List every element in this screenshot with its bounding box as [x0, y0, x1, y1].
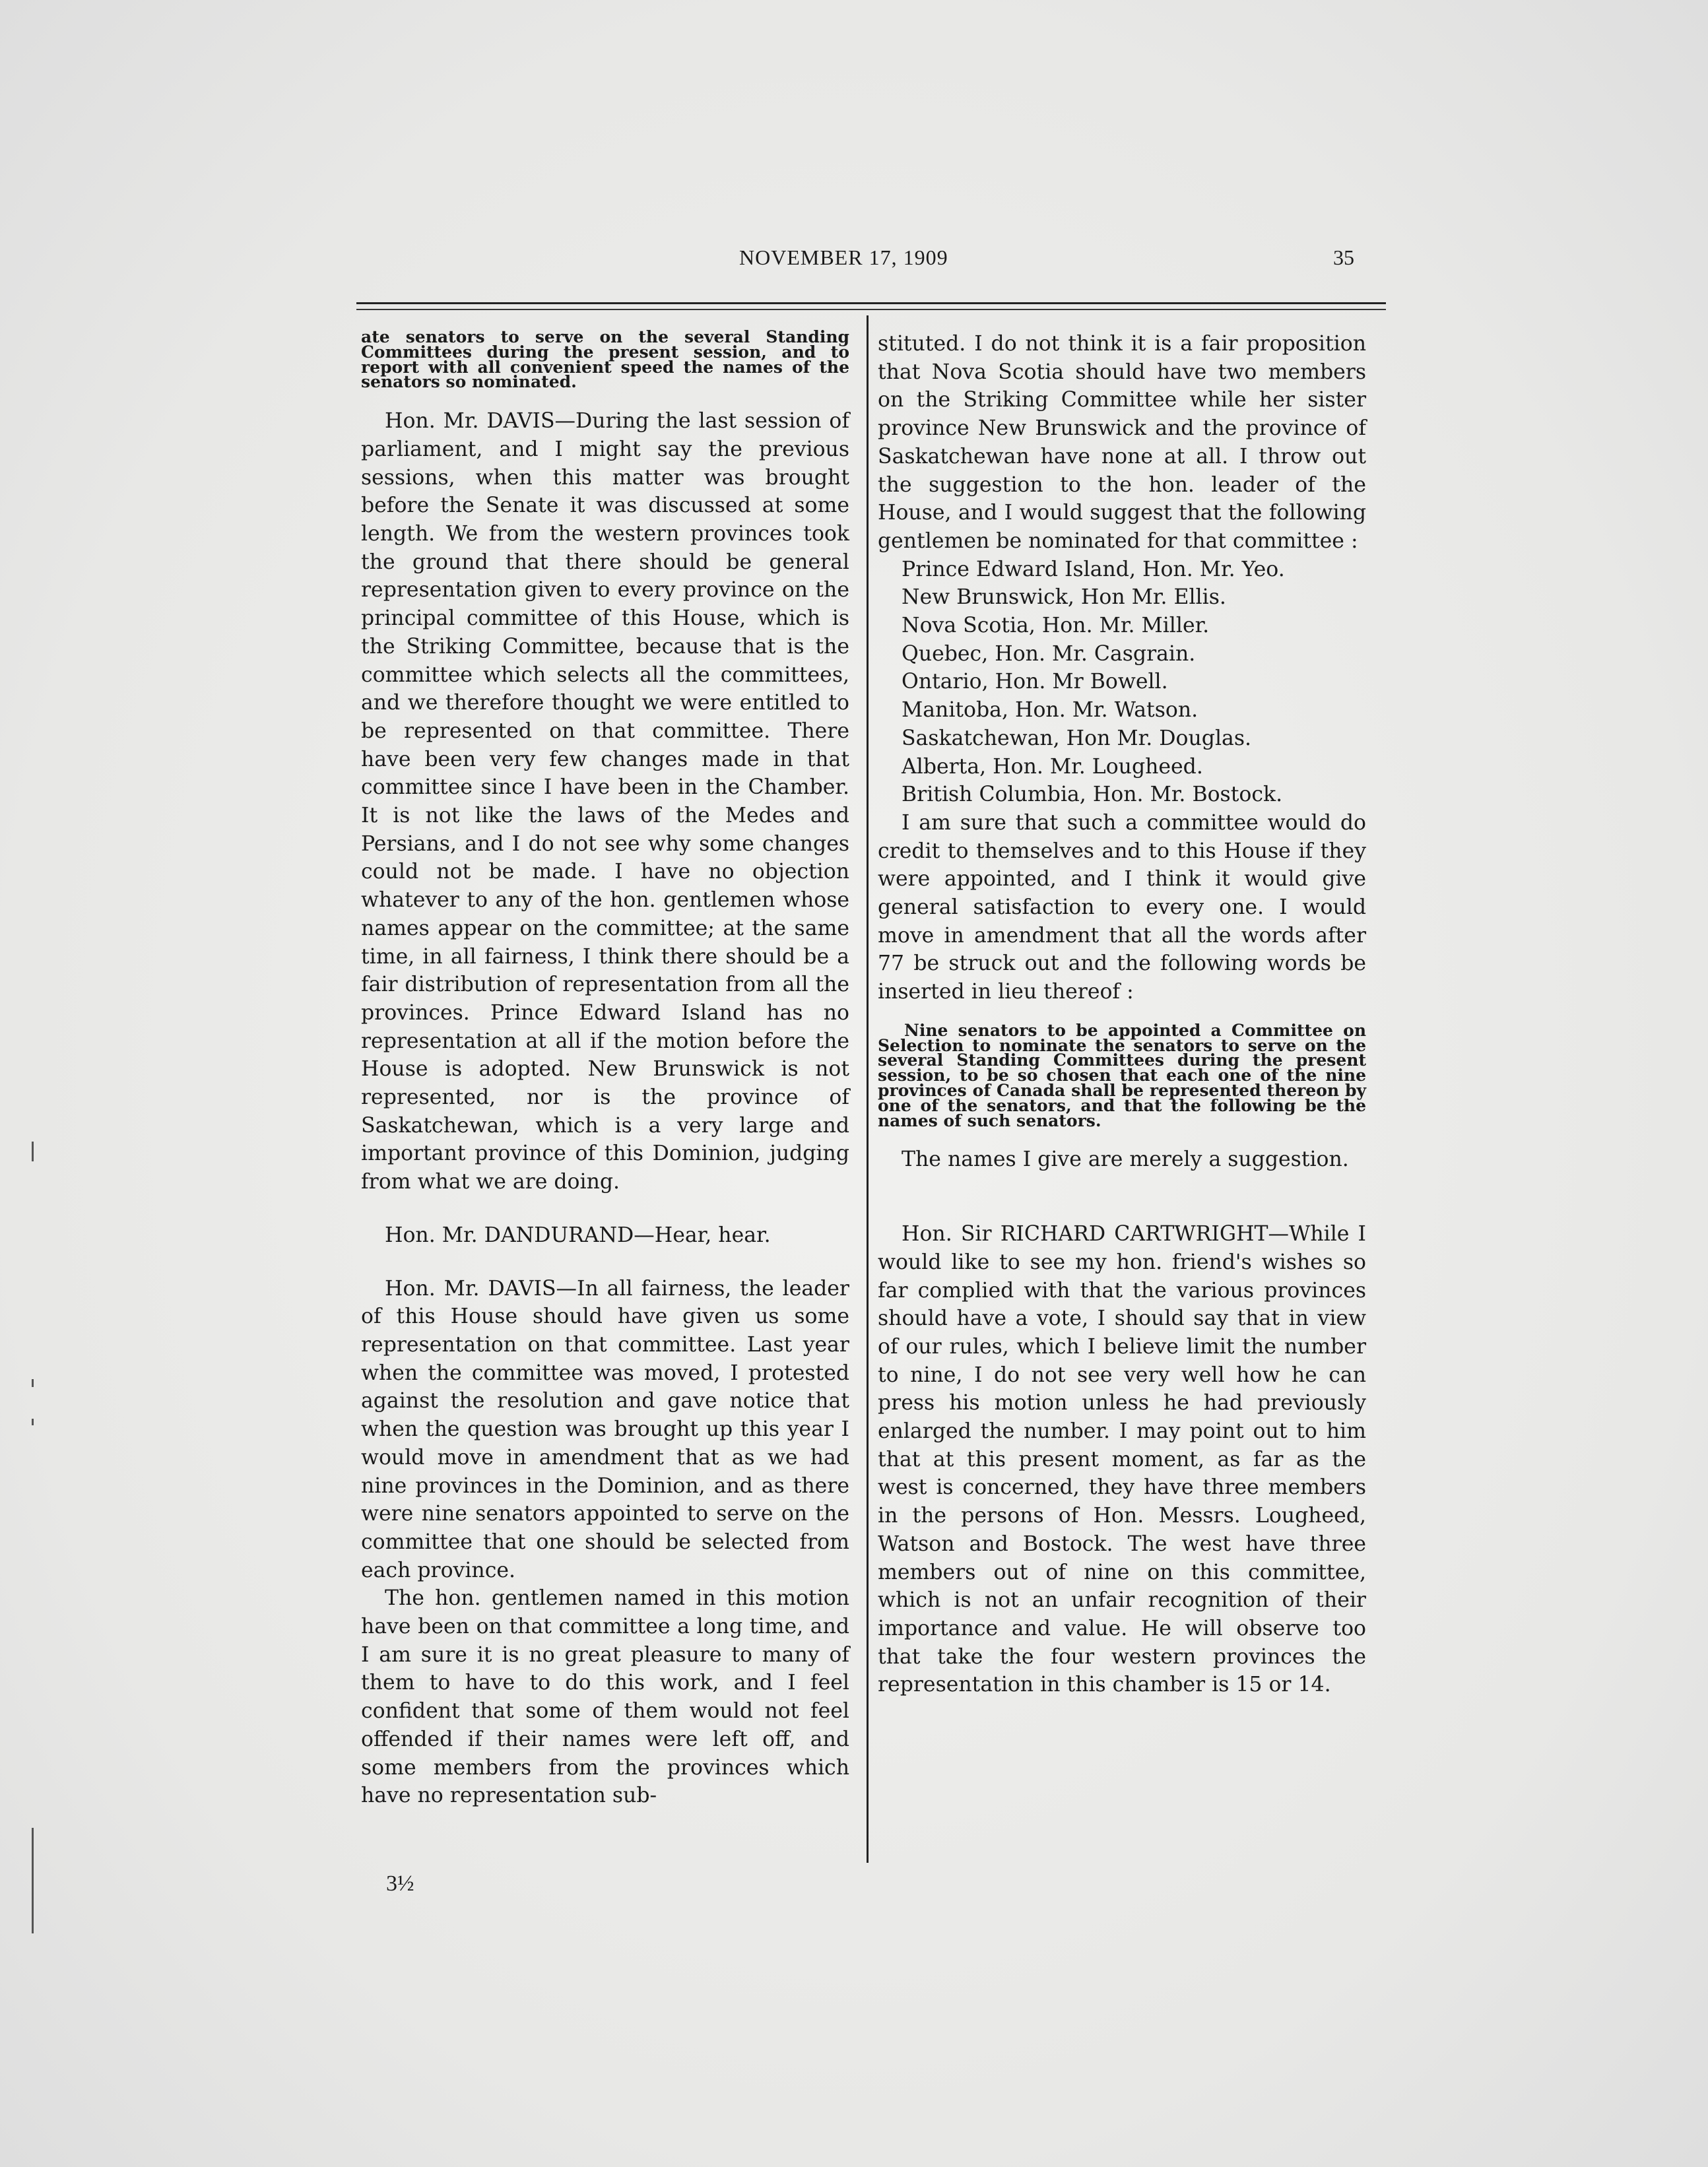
davis-speech-1: Hon. Mr. DAVIS—During the last session of parliament, and I might say the previous sessions, when this matter was brought before the Senate it was discussed at some length. We from the western provinces took the ground that there should be general representation given to every province on the principal committee of this House, which is the Striking Committee, because that is the committee which selects all the committees, and we therefore thought we were entitled to be represented on that committee. There have been very few changes made in that committee since I have been in the Chamber. It is not like the laws of the Medes and Persians, and I do not see why some changes could not be made. I have no objection whatever to any of the hon. gentlemen whose names appear on the committee; at the same time, in all fairness, I think there should be a fair distribution of representation from all the provinces. Prince Edward Island has no representation at all if the motion before the House is adopted. New Brunswick is not represented, nor is the province of Saskatchewan, which is a very large and important province of this Dominion, judging from what we are doing.: [361, 409, 849, 1194]
right-column: [878, 330, 1366, 1699]
cartwright-speech: Hon. Sir RICHARD CARTWRIGHT—While I would like to see my hon. friend's wishes so far complied with that the various provinces should have a vote, I should say that in view of our rules, which I believe limit the number to nine, I do not see very well how he can press his motion unless he had previously enlarged the number. I may point out to him that at this present moment, as far as the west is concerned, they have three members in the persons of Hon. Messrs. Lougheed, Watson and Bostock. The west have three members out of nine on this committee, which is not an unfair recognition of their importance and value. He will observe too that take the four western provinces the representation in this chamber is 15 or 14.: [878, 1222, 1366, 1697]
header-date: NOVEMBER 17, 1909: [739, 245, 948, 269]
motion-text: ate senators to serve on the several Standing Committees during the present session, and to report with all convenient speed the names of the senators so nominated.: [361, 327, 849, 392]
nominee-item: Ontario, Hon. Mr Bowell.: [902, 670, 1168, 694]
nominee-item: Alberta, Hon. Mr. Lougheed.: [902, 754, 1203, 779]
davis-speech-2: Hon. Mr. DAVIS—In all fairness, the leader of this House should have given us some representation on that committee. Last year when the committee was moved, I protested against the resolution and gave notice that when the question was brought up this year I would move in amendment that as we had nine provinces in the Dominion, and as there were nine senators appointed to serve on the committee that one should be selected from each province.: [361, 1276, 849, 1582]
nominee-item: Manitoba, Hon. Mr. Watson.: [902, 698, 1199, 723]
nominee-item: Nova Scotia, Hon. Mr. Miller.: [902, 614, 1210, 638]
page-number: 35: [1333, 245, 1354, 269]
signature-mark: 3½: [386, 1871, 414, 1896]
nominee-item: New Brunswick, Hon Mr. Ellis.: [902, 585, 1226, 610]
continuation-text: stituted. I do not think it is a fair proposition that Nova Scotia should have two members on the Striking Committee while her sister province New Brunswick and the province of Saskatchewan have none at all. I throw out the suggestion to the hon. leader of the House, and I would suggest that the following gentlemen be nominated for that committee :: [878, 332, 1366, 553]
nominee-item: Saskatchewan, Hon Mr. Douglas.: [902, 726, 1251, 750]
left-column: [361, 327, 849, 1810]
dandurand-speech: Hon. Mr. DANDURAND—Hear, hear.: [385, 1223, 771, 1247]
nominee-item: Prince Edward Island, Hon. Mr. Yeo.: [902, 557, 1285, 581]
page-header: [356, 245, 1386, 278]
scan-margin-marks: [26, 1142, 40, 1933]
sure-text: I am sure that such a committee would do credit to themselves and to this House if they were appointed, and I think it would give general satisfaction to every one. I would move in amendment that all the words after 77 be struck out and the following words be inserted in lieu thereof :: [878, 810, 1366, 1004]
davis-speech-3: The hon. gentlemen named in this motion have been on that committee a long time, and I am sure it is no great pleasure to many of them to have to do this work, and I feel confident that some of them would not feel offended if their names were left off, and some members from the provinces which have no representation sub-: [361, 1586, 849, 1808]
nominee-list: [878, 556, 1366, 809]
nominee-item: British Columbia, Hon. Mr. Bostock.: [902, 783, 1283, 807]
header-rule-thin: [356, 309, 1386, 310]
nominee-item: Quebec, Hon. Mr. Casgrain.: [902, 641, 1196, 666]
column-divider: [867, 315, 869, 1863]
names-suggestion: The names I give are merely a suggestion.: [902, 1148, 1349, 1172]
amendment-text: Nine senators to be appointed a Committee on Selection to nominate the senators to serve on the several Standing Committees during the present session, to be so chosen that each one of the nine provinces of Canada shall be represented thereon by one of the senators, and that the following be the names of such senators.: [878, 1020, 1366, 1130]
header-rule-thick: [356, 302, 1386, 304]
